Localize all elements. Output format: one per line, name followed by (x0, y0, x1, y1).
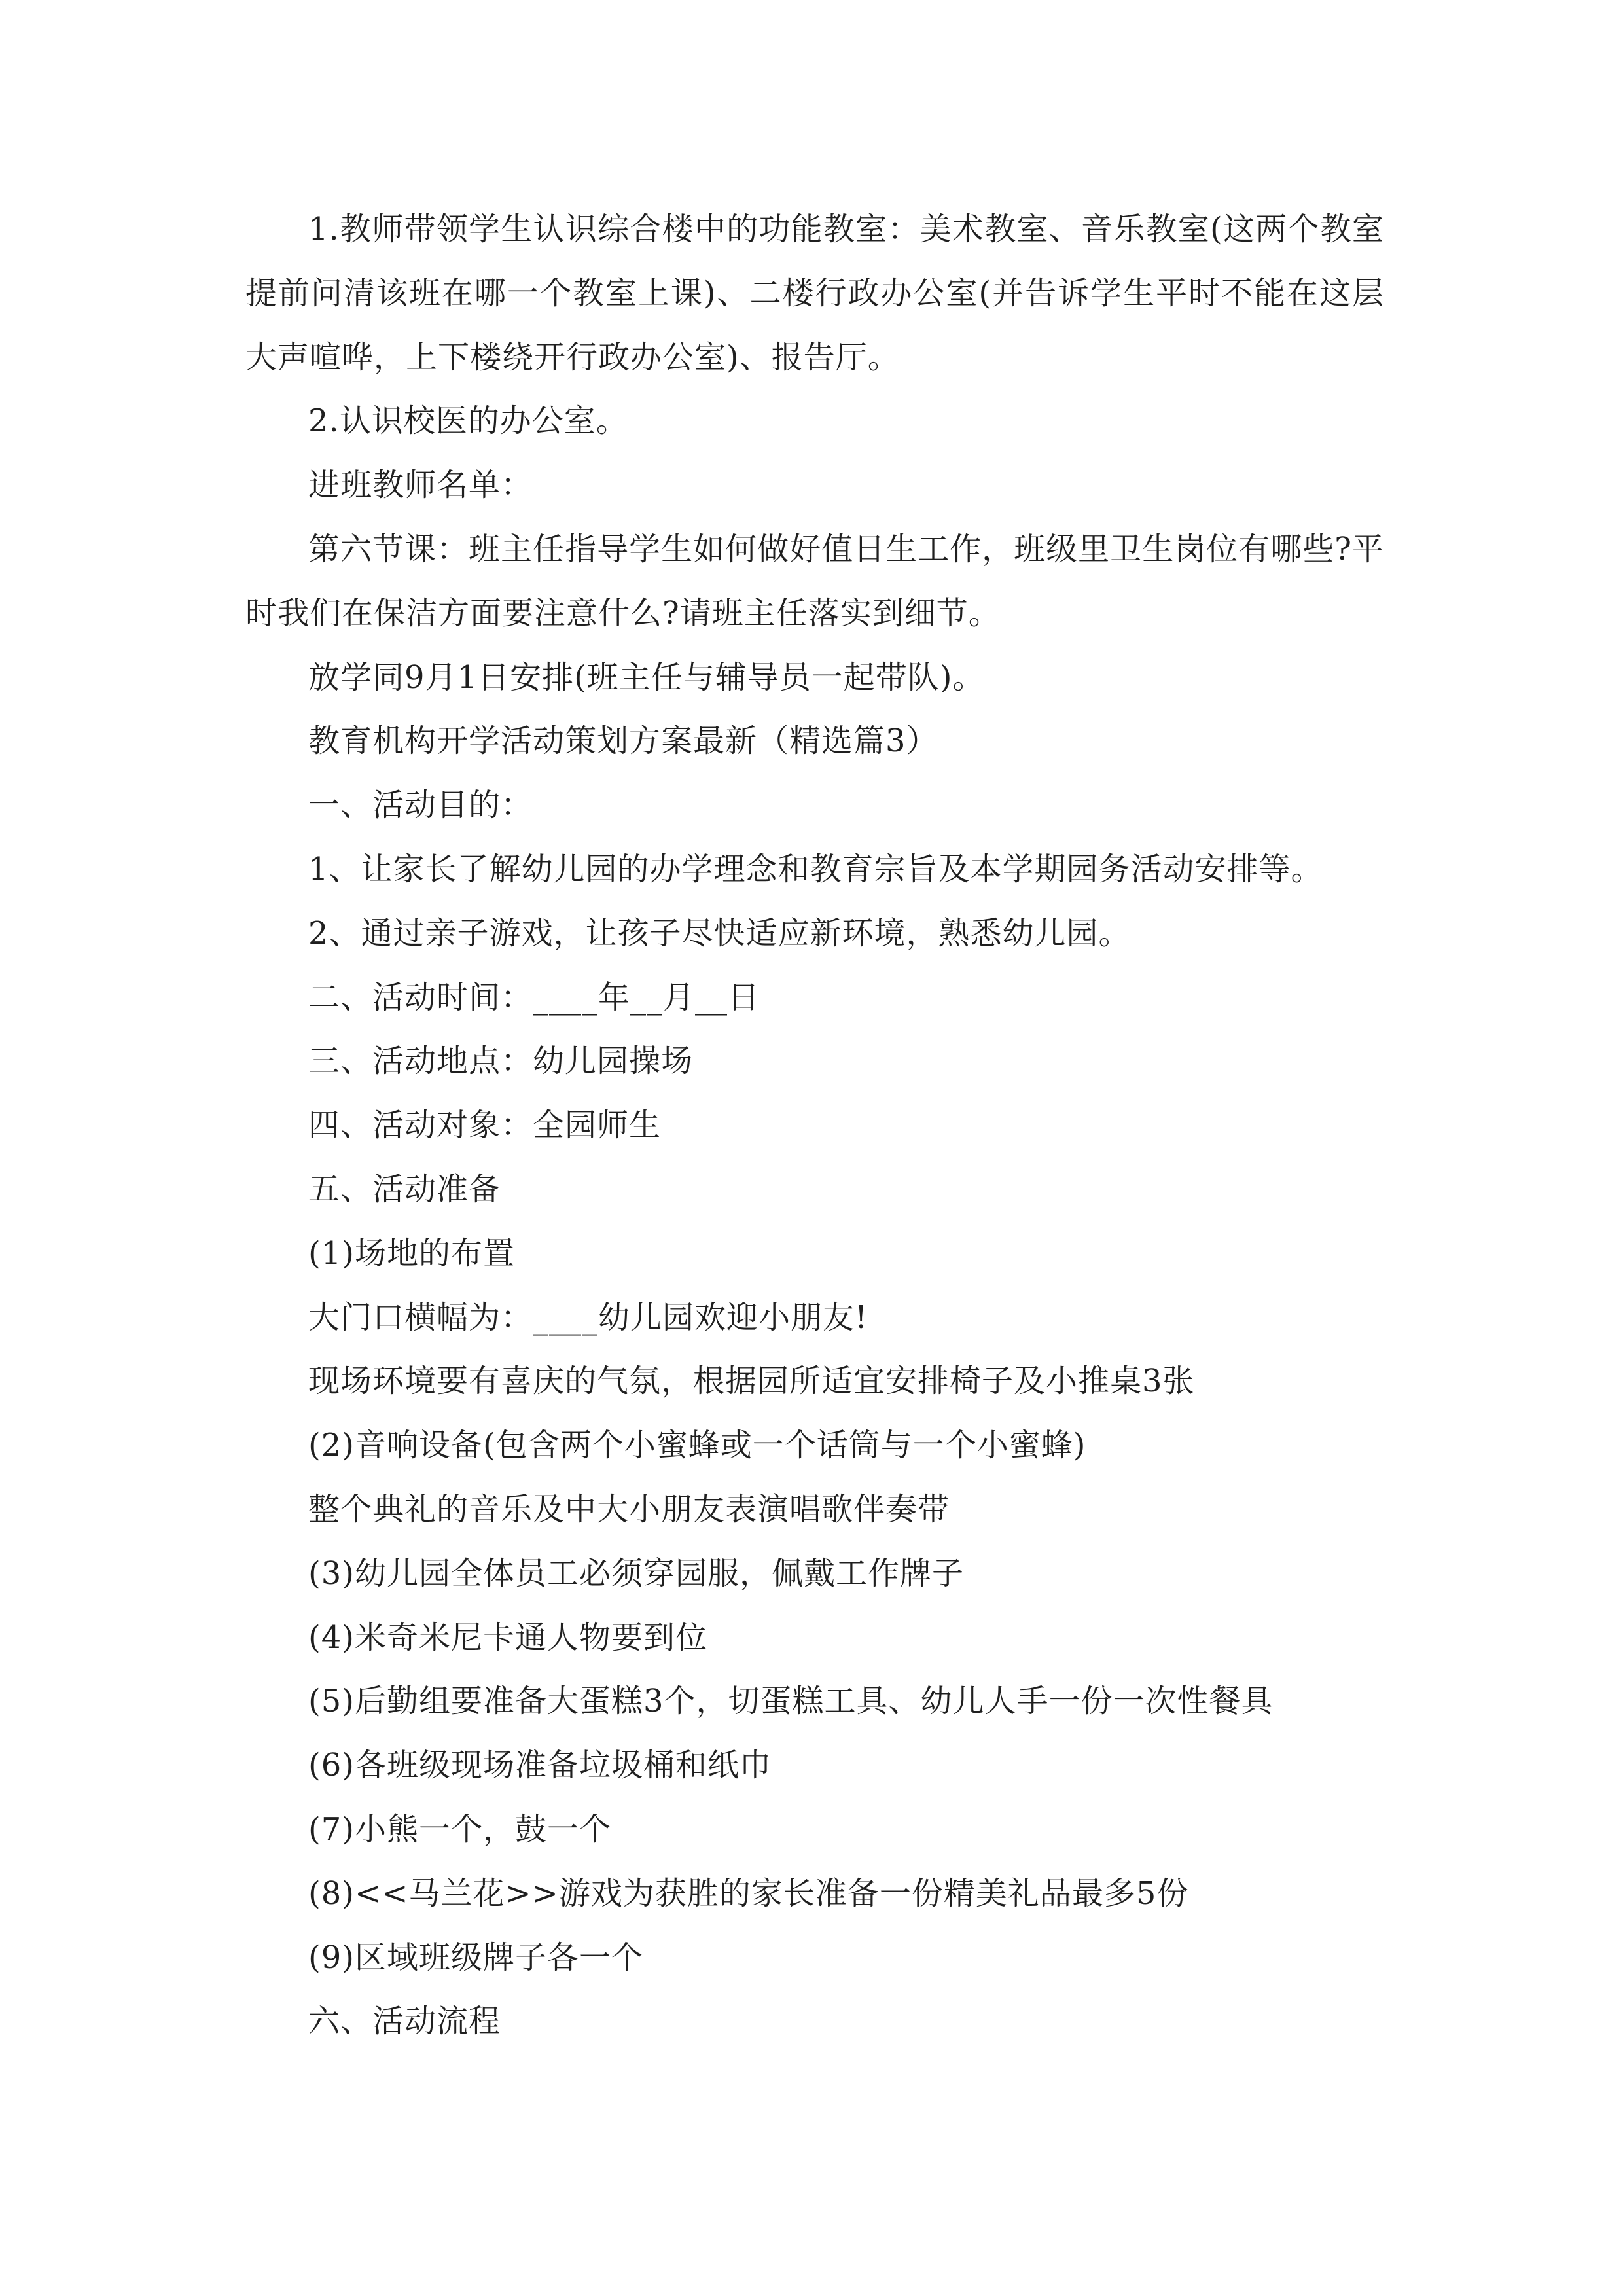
paragraph-4: 第六节课：班主任指导学生如何做好值日生工作，班级里卫生岗位有哪些?平时我们在保洁方面要注意什么?请班主任落实到细节。 (245, 530, 1384, 632)
paragraph-1: 1.教师带领学生认识综合楼中的功能教室：美术教室、音乐教室(这两个教室提前问清该班在哪一个教室上课)、二楼行政办公室(并告诉学生平时不能在这层大声喧哗，上下楼绕开行政办公室)、报告厅。 (245, 211, 1384, 376)
paragraph-12: 四、活动对象：全园师生 (308, 1107, 662, 1144)
paragraph-3: 进班教师名单： (308, 467, 533, 504)
paragraph-16: 现场环境要有喜庆的气氛，根据园所适宜安排椅子及小推桌3张 (308, 1363, 1195, 1400)
paragraph-13: 五、活动准备 (308, 1170, 501, 1208)
paragraph-14: (1)场地的布置 (308, 1234, 515, 1272)
document-body (245, 198, 1384, 2054)
paragraph-19: (3)幼儿园全体员工必须穿园服，佩戴工作牌子 (308, 1554, 964, 1592)
paragraph-21: (5)后勤组要准备大蛋糕3个，切蛋糕工具、幼儿人手一份一次性餐具 (308, 1683, 1274, 1720)
paragraph-7: 一、活动目的： (308, 787, 533, 824)
paragraph-9: 2、通过亲子游戏，让孩子尽快适应新环境，熟悉幼儿园。 (308, 914, 1131, 952)
paragraph-20: (4)米奇米尼卡通人物要到位 (308, 1619, 707, 1656)
paragraph-10: 二、活动时间：____年__月__日 (308, 978, 760, 1016)
paragraph-24: (8)<<马兰花>>游戏为获胜的家长准备一份精美礼品最多5份 (308, 1874, 1189, 1912)
section-heading: 教育机构开学活动策划方案最新（精选篇3） (308, 723, 938, 760)
paragraph-25: (9)区域班级牌子各一个 (308, 1939, 643, 1976)
paragraph-26: 六、活动流程 (308, 2003, 501, 2040)
paragraph-18: 整个典礼的音乐及中大小朋友表演唱歌伴奏带 (308, 1490, 950, 1528)
paragraph-2: 2.认识校医的办公室。 (308, 403, 628, 440)
paragraph-22: (6)各班级现场准备垃圾桶和纸巾 (308, 1747, 772, 1784)
paragraph-17: (2)音响设备(包含两个小蜜蜂或一个话筒与一个小蜜蜂) (308, 1427, 1086, 1464)
paragraph-11: 三、活动地点：幼儿园操场 (308, 1043, 694, 1080)
paragraph-5: 放学同9月1日安排(班主任与辅导员一起带队)。 (308, 658, 985, 696)
paragraph-15: 大门口横幅为：____幼儿园欢迎小朋友! (308, 1299, 868, 1336)
paragraph-23: (7)小熊一个，鼓一个 (308, 1810, 611, 1848)
paragraph-8: 1、让家长了解幼儿园的办学理念和教育宗旨及本学期园务活动安排等。 (308, 850, 1323, 888)
